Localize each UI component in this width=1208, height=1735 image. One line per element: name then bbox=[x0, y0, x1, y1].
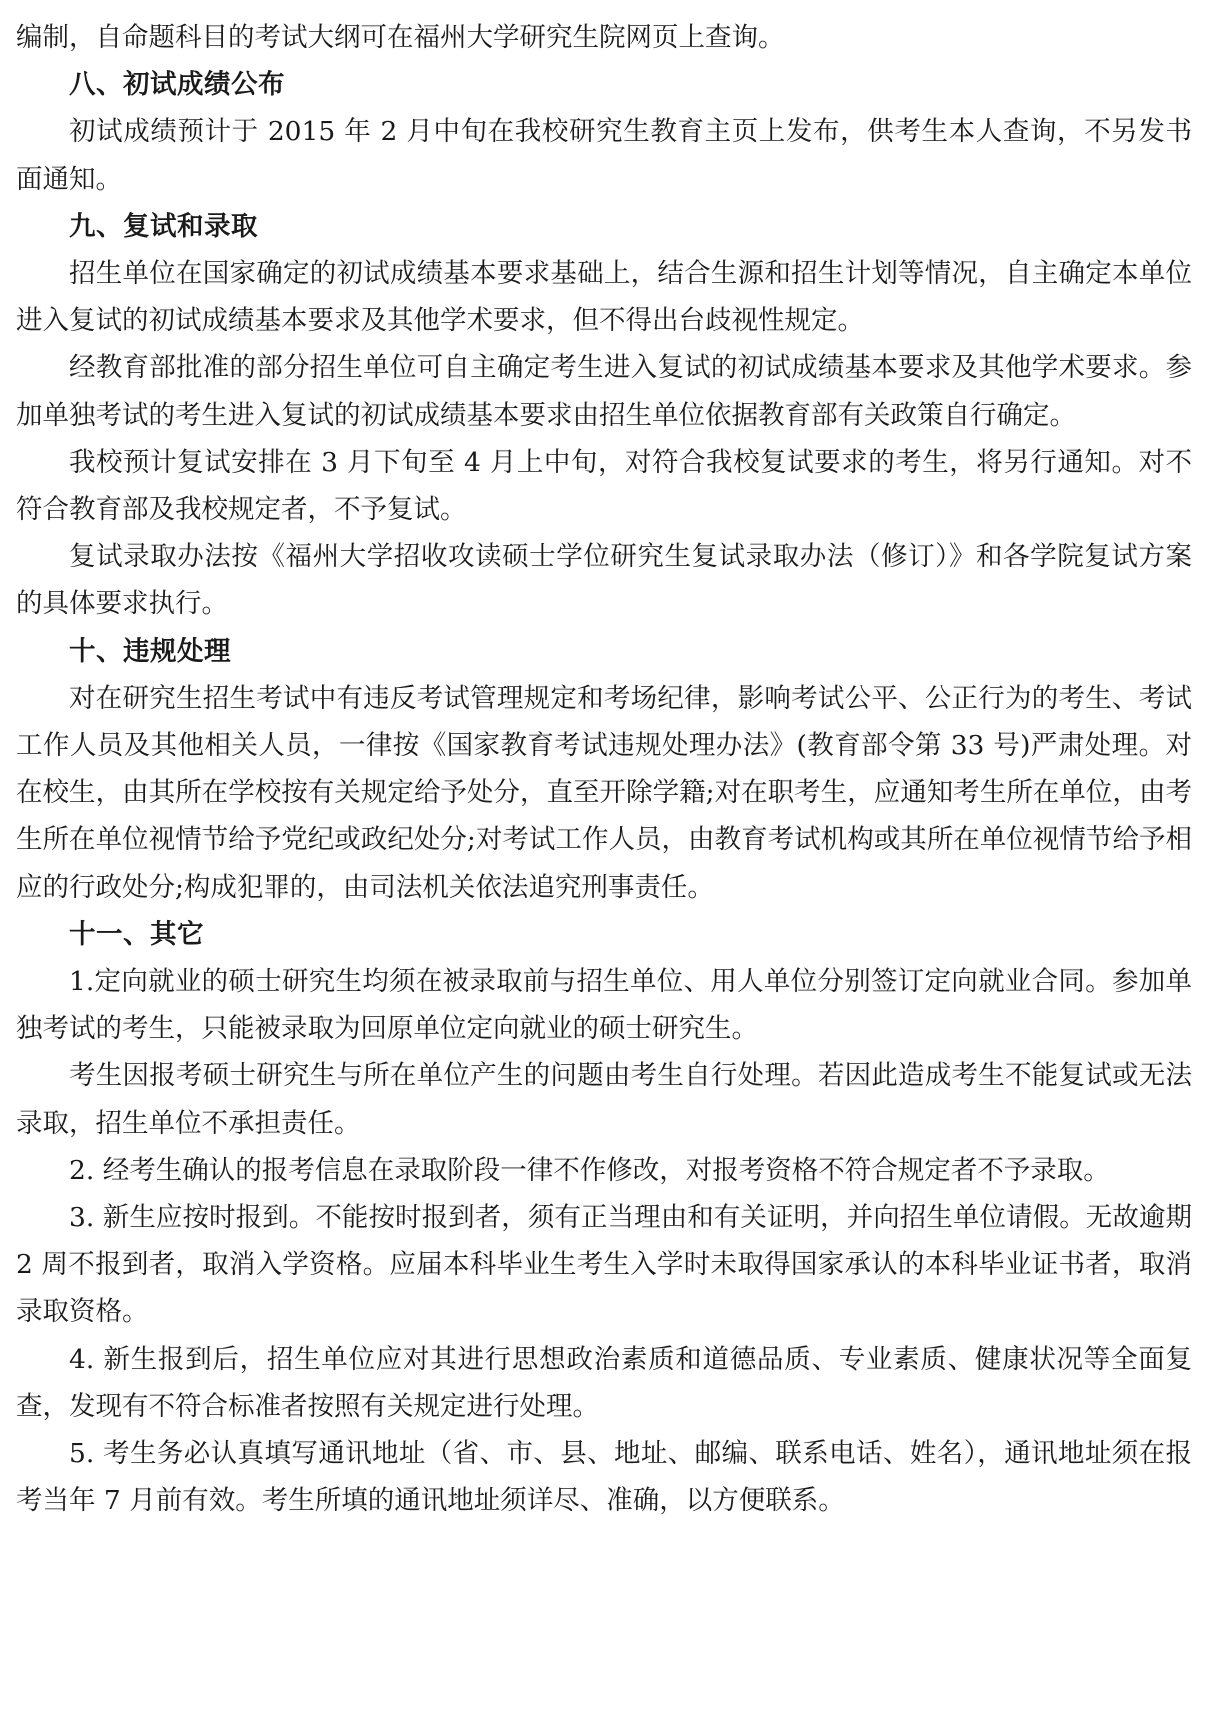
section-heading-8: 八、初试成绩公布 bbox=[69, 69, 285, 101]
section-11-paragraph-6: 5. 考生务必认真填写通讯地址（省、市、县、地址、邮编、联系电话、姓名），通讯地址须在报考当年 7 月前有效。考生所填的通讯地址须详尽、准确，以方便联系。 bbox=[16, 1438, 1192, 1517]
section-11-paragraph-3: 2. 经考生确认的报考信息在录取阶段一律不作修改，对报考资格不符合规定者不予录取。 bbox=[69, 1154, 1110, 1186]
section-10-paragraph-1: 对在研究生招生考试中有违反考试管理规定和考场纪律，影响考试公平、公正行为的考生、考试工作人员及其他相关人员，一律按《国家教育考试违规处理办法》(教育部令第 33 号)严肃处理。对在校生，由其所在学校按有关规定给予处分，直至开除学籍;对在职考生，应通知考生所在单位，由考生所在单位视情节给予党纪或政纪处分;对考试工作人员，由教育考试机构或其所在单位视情节给予相应的行政处分;构成犯罪的，由司法机关依法追究刑事责任。 bbox=[16, 682, 1192, 903]
section-11-paragraph-1: 1.定向就业的硕士研究生均须在被录取前与招生单位、用人单位分别签订定向就业合同。参加单独考试的考生，只能被录取为回原单位定向就业的硕士研究生。 bbox=[16, 966, 1192, 1045]
document-page bbox=[16, 14, 1192, 1525]
section-11-paragraph-4: 3. 新生应按时报到。不能按时报到者，须有正当理由和有关证明，并向招生单位请假。无故逾期 2 周不报到者，取消入学资格。应届本科毕业生考生入学时未取得国家承认的本科毕业证书者，取消录取资格。 bbox=[16, 1202, 1192, 1328]
section-8-paragraph-1: 初试成绩预计于 2015 年 2 月中旬在我校研究生教育主页上发布，供考生本人查询，不另发书面通知。 bbox=[16, 116, 1192, 195]
section-heading-9: 九、复试和录取 bbox=[69, 210, 258, 242]
section-11-paragraph-2: 考生因报考硕士研究生与所在单位产生的问题由考生自行处理。若因此造成考生不能复试或无法录取，招生单位不承担责任。 bbox=[16, 1060, 1192, 1139]
section-11-paragraph-5: 4. 新生报到后，招生单位应对其进行思想政治素质和道德品质、专业素质、健康状况等全面复查，发现有不符合标准者按照有关规定进行处理。 bbox=[16, 1343, 1192, 1422]
section-9-paragraph-2: 经教育部批准的部分招生单位可自主确定考生进入复试的初试成绩基本要求及其他学术要求。参加单独考试的考生进入复试的初试成绩基本要求由招生单位依据教育部有关政策自行确定。 bbox=[16, 352, 1192, 431]
section-9-paragraph-4: 复试录取办法按《福州大学招收攻读硕士学位研究生复试录取办法（修订）》和各学院复试方案的具体要求执行。 bbox=[16, 541, 1192, 620]
intro-paragraph: 编制，自命题科目的考试大纲可在福州大学研究生院网页上查询。 bbox=[16, 22, 785, 53]
section-heading-10: 十、违规处理 bbox=[69, 635, 231, 667]
section-heading-11: 十一、其它 bbox=[69, 918, 204, 950]
section-9-paragraph-1: 招生单位在国家确定的初试成绩基本要求基础上，结合生源和招生计划等情况，自主确定本单位进入复试的初试成绩基本要求及其他学术要求，但不得出台歧视性规定。 bbox=[16, 258, 1192, 337]
section-9-paragraph-3: 我校预计复试安排在 3 月下旬至 4 月上中旬，对符合我校复试要求的考生，将另行通知。对不符合教育部及我校规定者，不予复试。 bbox=[16, 446, 1192, 526]
